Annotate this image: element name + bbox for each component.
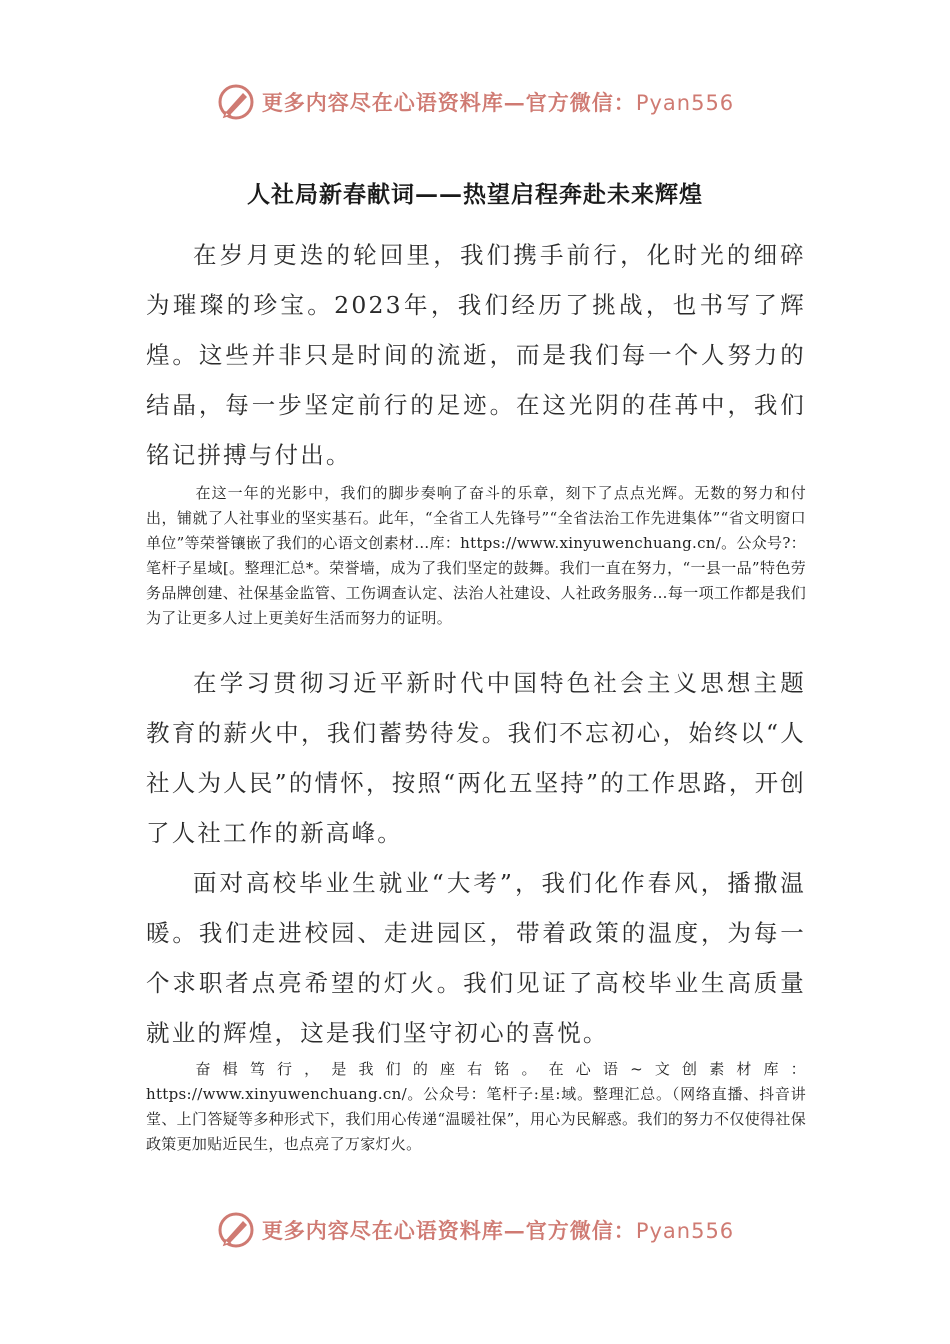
banner-text [262, 87, 734, 117]
wechat-id: Pyan556 [635, 1219, 735, 1243]
paragraph-1: 在岁月更迭的轮回里，我们携手前行，化时光的细碎为璀璨的珍宝。2023年，我们经历了挑战，也书写了辉煌。这些并非只是时间的流逝，而是我们每一个人努力的结晶，每一步坚定前行的足迹。在这光阴的荏苒中，我们铭记拼搏与付出。 [146, 241, 806, 469]
paragraph-4: 面对高校毕业生就业“大考”，我们化作春风，播撒温暖。我们走进校园、走进园区，带着政策的温度，为每一个求职者点亮希望的灯火。我们见证了高校毕业生高质量就业的辉煌，这是我们坚守初心的喜悦。 [146, 869, 806, 1047]
paragraph-2: 在这一年的光影中，我们的脚步奏响了奋斗的乐章，刻下了点点光辉。无数的努力和付出，铺就了人社事业的坚实基石。此年，“全省工人先锋号”“全省法治工作先进集体”“省文明窗口单位”等荣誉镶嵌了我们的心语文创素材…库：https://www.xinyuwenchuang.cn/。公众号?：笔杆子星域[。整理汇总*。荣誉墙，成为了我们坚定的鼓舞。我们一直在努力，“一县一品”特色劳务品牌创建、社保基金监管、工伤调查认定、法治人社建设、人社政务服务…每一项工作都是我们为了让更多人过上更美好生活而努力的证明。 [146, 484, 806, 627]
paragraph-3: 在学习贯彻习近平新时代中国特色社会主义思想主题教育的薪火中，我们蓄势待发。我们不忘初心，始终以“人社人为人民”的情怀，按照“两化五坚持”的工作思路，开创了人社工作的新高峰。 [146, 669, 806, 847]
body-section-2 [146, 481, 806, 631]
banner-label: 更多内容尽在心语资料库—官方微信： [261, 1218, 636, 1243]
pen-logo-icon [216, 1210, 256, 1250]
pen-logo-icon [216, 82, 256, 122]
paragraph-5: 奋楫笃行，是我们的座右铭。在心语~文创素材库：https://www.xinyuwenchuang.cn/。公众号：笔杆子:星:域。整理汇总。（网络直播、抖音讲堂、上门答疑等多种形式下，我们用心传递“温暖社保”，用心为民解惑。我们的努力不仅使得社保政策更加贴近民生，也点亮了万家灯火。 [146, 1060, 806, 1153]
banner-label: 更多内容尽在心语资料库—官方微信： [261, 90, 636, 115]
banner-text [262, 1215, 734, 1245]
body-section-3 [146, 658, 806, 1058]
footer-banner [0, 1210, 950, 1250]
wechat-id: Pyan556 [635, 91, 735, 115]
body-section-4 [146, 1057, 806, 1157]
body-section-1 [146, 230, 806, 480]
document-title: 人社局新春献词——热望启程奔赴未来辉煌 [247, 181, 703, 208]
header-banner [0, 82, 950, 122]
